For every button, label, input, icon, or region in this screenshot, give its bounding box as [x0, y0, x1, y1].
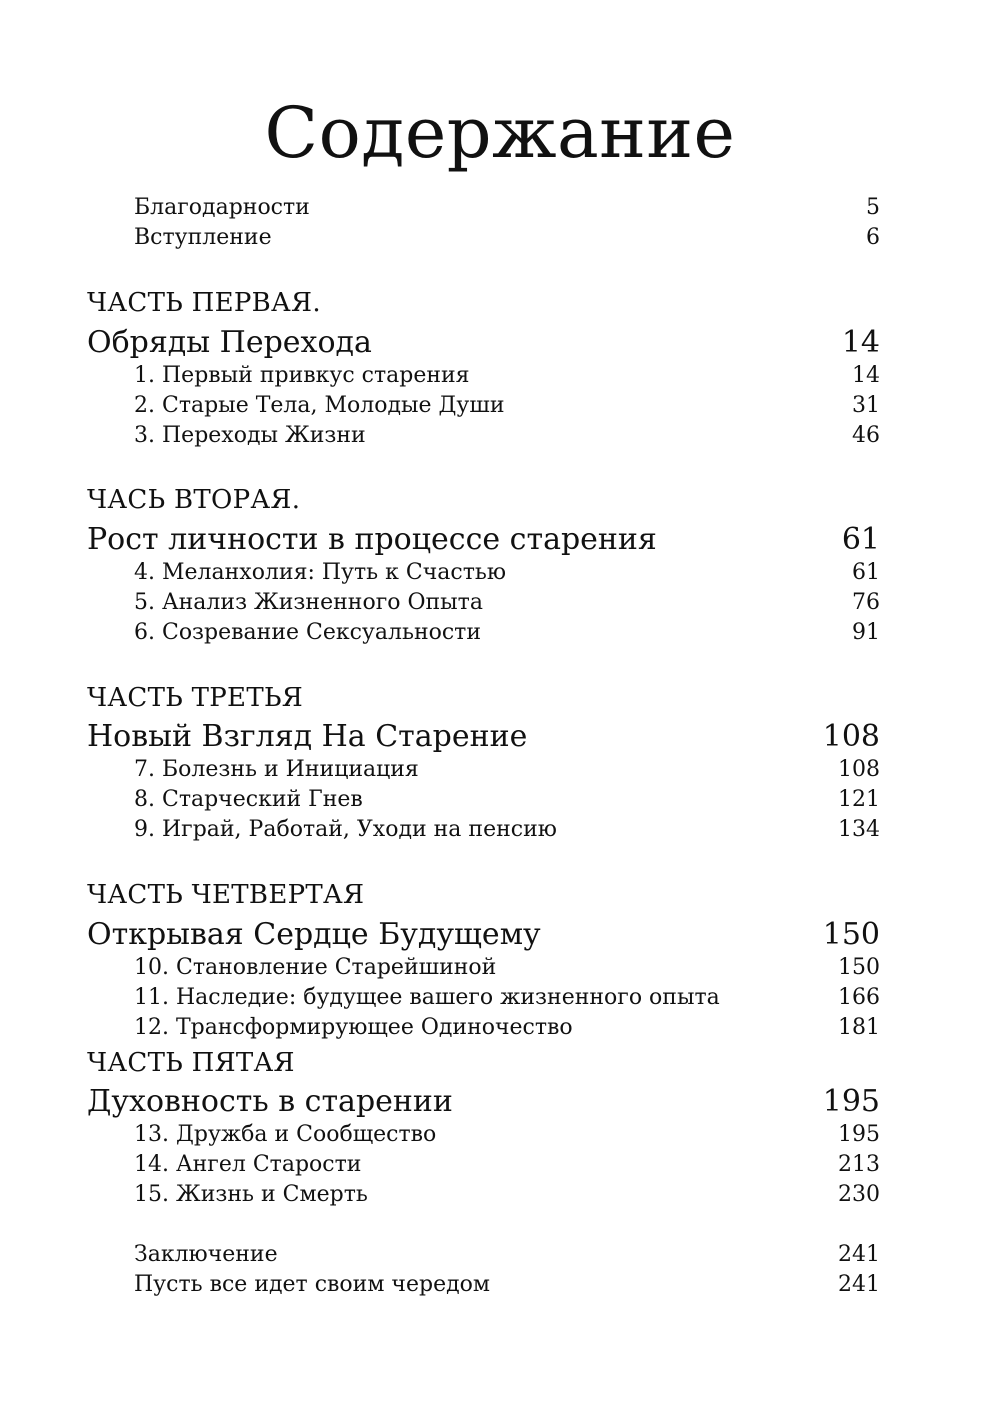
chapter-entry[interactable] [0, 361, 1000, 391]
chapter-entry[interactable] [0, 1180, 1000, 1210]
chapter-label: 13. Дружба и Сообщество [134, 1122, 437, 1147]
entry-page: 241 [838, 1272, 880, 1297]
page-title: Содержание [264, 92, 736, 174]
chapter-page: 166 [838, 985, 880, 1010]
part-title-text: Обряды Перехода [87, 325, 372, 360]
chapter-entry[interactable] [0, 588, 1000, 618]
chapter-label: 14. Ангел Старости [134, 1152, 362, 1177]
entry-label: Пусть все идет своим чередом [134, 1272, 490, 1297]
chapter-label: 4. Меланхолия: Путь к Счастью [134, 560, 506, 585]
part-title-text: Рост личности в процессе старения [87, 522, 657, 557]
chapter-page: 31 [852, 393, 880, 418]
chapter-entry[interactable] [0, 755, 1000, 785]
part-page: 61 [841, 522, 880, 557]
chapter-label: 12. Трансформирующее Одиночество [134, 1015, 573, 1040]
chapter-label: 10. Становление Старейшиной [134, 955, 497, 980]
chapter-label: 9. Играй, Работай, Уходи на пенсию [134, 817, 557, 842]
part-label: ЧАСТЬ ПЕРВАЯ. [87, 288, 321, 318]
toc-entry[interactable] [0, 1270, 1000, 1300]
chapter-entry[interactable] [0, 391, 1000, 421]
part-label: ЧАСЬ ВТОРАЯ. [87, 485, 301, 515]
part-title-text: Духовность в старении [87, 1084, 453, 1119]
entry-page: 241 [838, 1242, 880, 1267]
chapter-page: 14 [852, 363, 880, 388]
chapter-page: 46 [852, 423, 880, 448]
chapter-entry[interactable] [0, 815, 1000, 845]
entry-label: Вступление [134, 225, 272, 250]
chapter-entry[interactable] [0, 618, 1000, 648]
chapter-label: 5. Анализ Жизненного Опыта [134, 590, 483, 615]
part-title[interactable] [0, 521, 1000, 557]
part-title[interactable] [0, 324, 1000, 360]
entry-label: Благодарности [134, 195, 310, 220]
part-page: 150 [822, 917, 880, 952]
chapter-label: 15. Жизнь и Смерть [134, 1182, 368, 1207]
chapter-entry[interactable] [0, 1120, 1000, 1150]
chapter-entry[interactable] [0, 983, 1000, 1013]
entry-page: 5 [866, 195, 880, 220]
chapter-page: 134 [838, 817, 880, 842]
chapter-entry[interactable] [0, 953, 1000, 983]
chapter-entry[interactable] [0, 785, 1000, 815]
chapter-label: 7. Болезнь и Инициация [134, 757, 419, 782]
toc-entry[interactable] [0, 193, 1000, 223]
chapter-label: 3. Переходы Жизни [134, 423, 366, 448]
chapter-label: 2. Старые Тела, Молодые Души [134, 393, 505, 418]
chapter-page: 108 [838, 757, 880, 782]
chapter-page: 181 [838, 1015, 880, 1040]
part-title[interactable] [0, 916, 1000, 952]
part-title-text: Открывая Сердце Будущему [87, 917, 541, 952]
part-title[interactable] [0, 1083, 1000, 1119]
part-label: ЧАСТЬ ПЯТАЯ [87, 1048, 295, 1078]
chapter-page: 76 [852, 590, 880, 615]
part-title[interactable] [0, 718, 1000, 754]
part-page: 108 [822, 719, 880, 754]
chapter-label: 6. Созревание Сексуальности [134, 620, 482, 645]
chapter-entry[interactable] [0, 1150, 1000, 1180]
chapter-label: 8. Старческий Гнев [134, 787, 363, 812]
chapter-page: 195 [838, 1122, 880, 1147]
part-page: 195 [822, 1084, 880, 1119]
toc-entry[interactable] [0, 1240, 1000, 1270]
chapter-page: 213 [838, 1152, 880, 1177]
chapter-page: 150 [838, 955, 880, 980]
part-label: ЧАСТЬ ТРЕТЬЯ [87, 683, 304, 713]
chapter-entry[interactable] [0, 421, 1000, 451]
part-page: 14 [841, 325, 880, 360]
chapter-page: 91 [852, 620, 880, 645]
chapter-page: 230 [838, 1182, 880, 1207]
chapter-entry[interactable] [0, 558, 1000, 588]
toc-entry[interactable] [0, 223, 1000, 253]
chapter-label: 1. Первый привкус старения [134, 363, 470, 388]
entry-label: Заключение [134, 1242, 278, 1267]
chapter-entry[interactable] [0, 1013, 1000, 1043]
part-title-text: Новый Взгляд На Старение [87, 719, 528, 754]
chapter-page: 61 [852, 560, 880, 585]
part-label: ЧАСТЬ ЧЕТВЕРТАЯ [87, 880, 365, 910]
chapter-label: 11. Наследие: будущее вашего жизненного опыта [134, 985, 720, 1010]
entry-page: 6 [866, 225, 880, 250]
chapter-page: 121 [838, 787, 880, 812]
